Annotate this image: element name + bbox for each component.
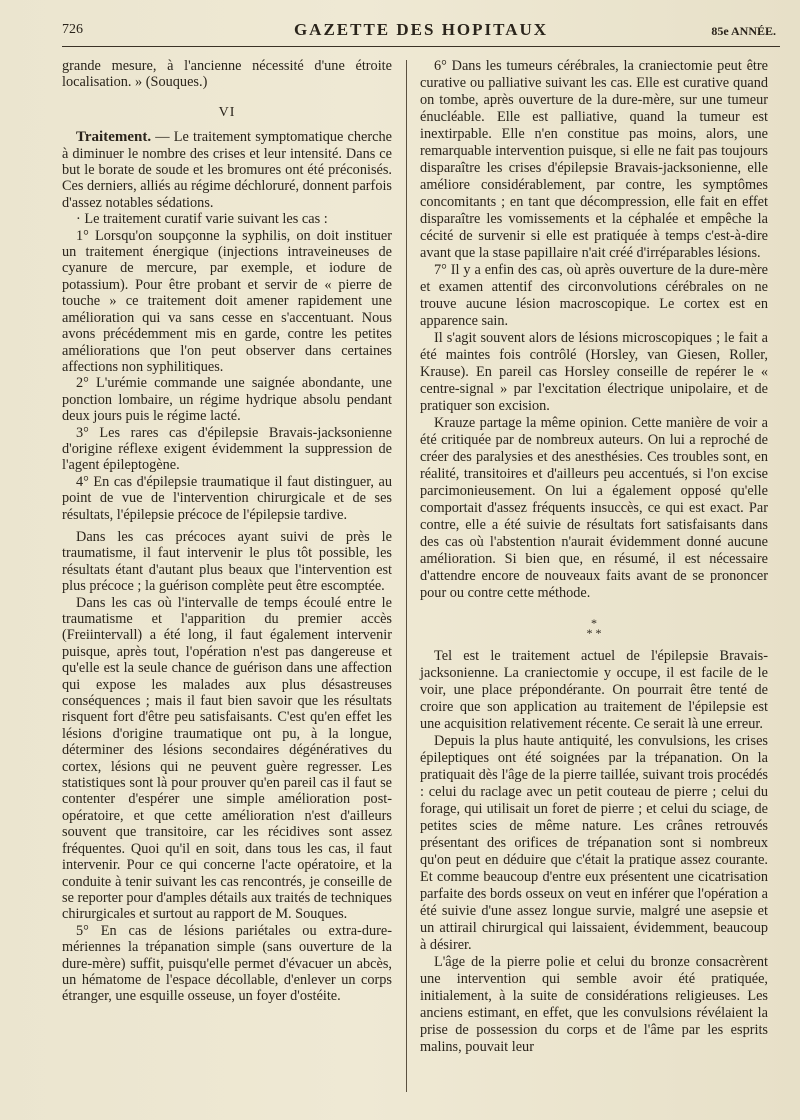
- paragraph-krauze: Krauze partage la même opinion. Cette manière de voir a été critiquée par de nombreux auteurs. On lui a reproché de créer des paralysies et des anesthésies. Ces troubles sont, en réalité, transitoires et d'ailleurs peu accentués, si l'on excise parcimonieusement. On lui a également opposé qu'elle comportait d'assez fréquents insuccès, ce qui est exact. Par contre, elle a été suivie de résultats fort satisfaisants dans des cas où l'abstention n'aurait évidemment donné aucune amélioration. Si bien que, en résumé, il est nécessaire d'attendre encore de nouveaux faits avant de se prononcer pour ou contre cette méthode.: [420, 415, 768, 601]
- page-header: [62, 18, 780, 47]
- paragraph-parietales: 5° En cas de lésions pariétales ou extra-dure-mériennes la trépanation simple (sans ouverture de la dure-mère) suffit, puisqu'elle permet d'évacuer un abcès, un hématome de l'espace décollable, d'enlever un corps étranger, une esquille osseuse, un foyer d'ostéite.: [62, 922, 392, 1005]
- left-column: [62, 58, 392, 1005]
- section-separator-stars: * * *: [586, 616, 602, 640]
- paragraph-uremie: 2° L'urémie commande une saignée abondante, une ponction lombaire, un régime hydrique absolu pendant deux jours puis le régime lacté.: [62, 375, 392, 425]
- paragraph-intervalle: Dans les cas où l'intervalle de temps écoulé entre le traumatisme et l'apparition du premier accès (Freiintervall) a été long, il faut également intervenir puisque, après tout, l'opération n'est pas dangereuse et qu'elle est la seule chance de guérison dans une affection qui expose les malades aux plus désastreuses conséquences ; mais il faut bien savoir que les résultats risquent fort d'être peu satisfaisants. C'est qu'en effet les lésions d'origine traumatique ont pu, à la longue, déterminer des lésions secondaires dégénératives du cortex, lésions qui ne peuvent guère regresser. Les statistiques sont là pour prouver qu'en pareil cas il faut se contenter d'espérer une simple amélioration post-opératoire, et que cette amélioration n'est d'ailleurs souvent que transitoire, car les récidives sont assez fréquentes. Quoi qu'il en soit, dans tous les cas, il faut intervenir. Pour ce qui concerne l'acte opératoire, et la conduite à tenir suivant les cas rencontrés, je conseille de se reporter pour d'amples détails aux traités de techniques chirurgicales et surtout au rapport de M. Souques.: [62, 594, 392, 923]
- journal-title: GAZETTE DES HOPITAUX: [293, 20, 549, 39]
- treatment-text: — Le traitement symptomatique cherche à diminuer le nombre des crises et leur intensité. Dans ce but le borate de soude et les bromures ont été préconisés. Ces derniers, alliés au régime déchloruré, donnent parfois d'assez notables sédations.: [62, 129, 392, 211]
- section-number: VI: [218, 104, 236, 120]
- page-number: 726: [62, 22, 83, 37]
- paragraph-cortex-sain: 7° Il y a enfin des cas, où après ouverture de la dure-mère et examen attentif des circonvolutions cérébrales on ne trouve aucune lésion macroscopique. Le cortex est en apparence sain.: [420, 262, 768, 329]
- column-divider: [406, 60, 407, 1092]
- right-column: [420, 58, 768, 1056]
- paragraph-continuation: grande mesure, à l'ancienne nécessité d'une étroite localisation. » (Souques.): [62, 58, 392, 91]
- paragraph-tumeurs: 6° Dans les tumeurs cérébrales, la craniectomie peut être curative ou palliative suivant les cas. Elle est curative quand on tombe, après ouverture de la dure-mère, sur une tumeur énucléable. Elle est palliative, quand la tumeur est inextirpable. Elle n'en constitue pas moins, alors, une remarquable intervention puisque, si elle ne fait pas toujours disparaître les crises d'épilepsie Bravais-jacksonienne, elle améliore considérablement, par contre, les symptômes concomitants ; en tant que décompression, elle fait en effet disparaître les vomissements et la céphalée et empêche la cécité de survenir si elle est pratiquée à temps c'est-à-dire avant que la stase papillaire n'ait créé d'irréparables lésions.: [420, 58, 768, 261]
- paragraph-tel-est: Tel est le traitement actuel de l'épilepsie Bravais-jacksonienne. La craniectomie y occupe, il est facile de le voir, une place prépondérante. On pourrait être tenté de croire que son application au traitement de l'épilepsie est une acquisition relativement récente. Ce serait là une erreur.: [420, 648, 768, 732]
- paragraph-antiquite: Depuis la plus haute antiquité, les convulsions, les crises épileptiques ont été soignées par la trépanation. On la pratiquait dès l'âge de la pierre taillée, suivant trois procédés : celui du raclage avec un petit couteau de pierre ; celui du forage, qui utilisait un foret de pierre ; et celui du sciage, de petites scies de même nature. Les crânes retrouvés présentant des orifices de trépanation sont si nombreux qu'on peut en déduire que c'était la pratique assez courante. Et comme beaucoup d'entre eux présentent une cicatrisation parfaite des bords osseux on veut en inférer que l'opération a été suivie d'une assez longue survie, malgré une asepsie et un attirail chirurgical qui laissaient, évidemment, beaucoup à désirer.: [420, 733, 768, 953]
- treatment-heading: Traitement.: [76, 129, 152, 146]
- paragraph-traumatique: 4° En cas d'épilepsie traumatique il faut distinguer, au point de vue de l'intervention chirurgicale et de ses résultats, l'épilepsie précoce de l'épilepsie tardive.: [62, 473, 392, 523]
- paragraph-curatif: · Le traitement curatif varie suivant les cas :: [76, 211, 328, 228]
- paragraph-cas-precoces: Dans les cas précoces ayant suivi de près le traumatisme, il faut intervenir le plus tôt possible, les résultats étant d'autant plus beaux que l'intervention est plus précoce ; la guérison complète peut être escomptée.: [62, 528, 392, 595]
- year-label: 85e ANNÉE.: [711, 24, 776, 38]
- paragraph-reflexe: 3° Les rares cas d'épilepsie Bravais-jacksonienne d'origine réflexe exigent évidemment la suppression de l'agent épileptogène.: [62, 424, 392, 474]
- paragraph-lesions-microscopiques: Il s'agit souvent alors de lésions microscopiques ; le fait a été maintes fois contrôlé (Horsley, van Giesen, Roller, Krause). En pareil cas Horsley conseille de repérer le « centre-signal » par l'excitation électrique unipolaire, et de pratiquer son excision.: [420, 330, 768, 414]
- paragraph-age-pierre: L'âge de la pierre polie et celui du bronze consacrèrent une intervention qui semble avoir été pratiquée, initialement, à la suite de considérations religieuses. Les anciens estimant, en effet, que les convulsions révélaient la prise de possession du corps et de l'âme par les esprits malins, pouvait leur: [420, 954, 768, 1055]
- paragraph-treatment: [62, 129, 392, 211]
- paragraph-syphilis: 1° Lorsqu'on soupçonne la syphilis, on doit instituer un traitement énergique (injections intraveineuses de cyanure de mercure, par exemple, et iodure de potassium). Pour être probant et servir de « pierre de touche » ce traitement doit amener rapidement une amélioration qui va sans cesse en s'accentuant. Nous avons précédemment mis en garde, contre les petites améliorations que l'on peut observer dans certaines affections non syphilitiques.: [62, 227, 392, 375]
